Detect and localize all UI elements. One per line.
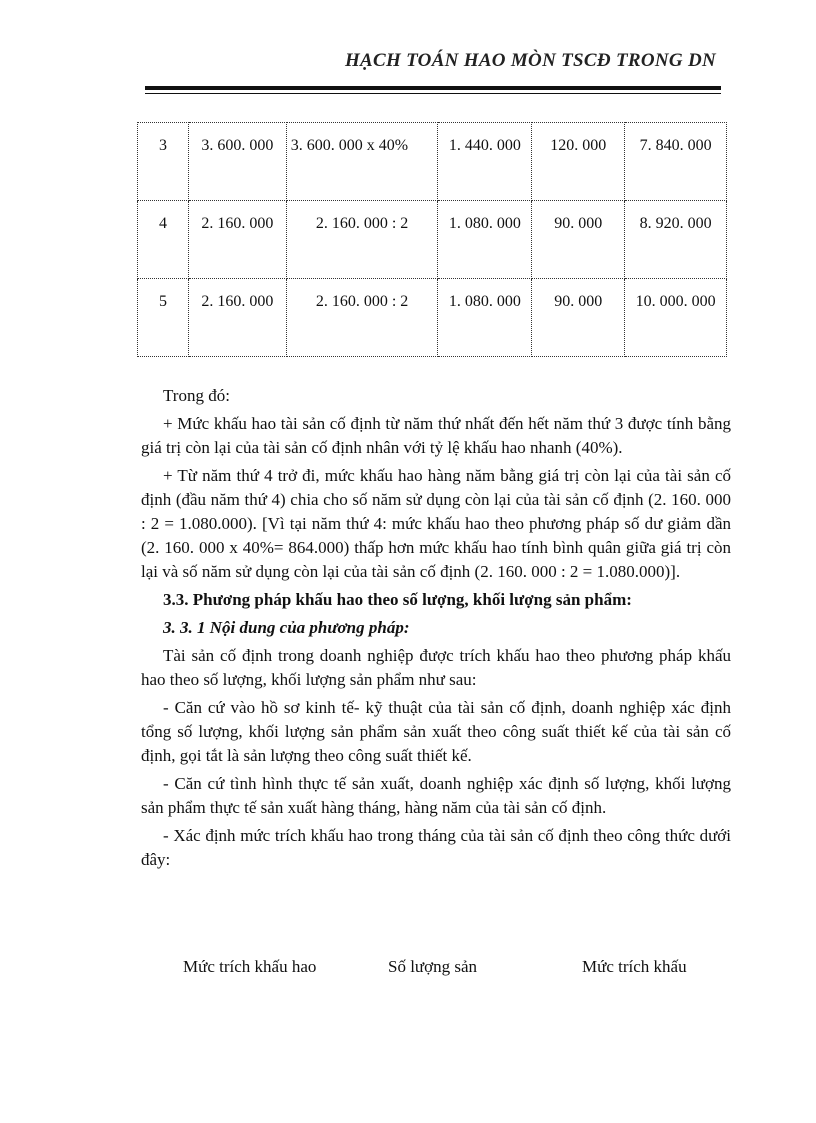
table-cell: 2. 160. 000 : 2: [286, 201, 438, 279]
table-cell: 120. 000: [532, 123, 625, 201]
table-row: [138, 123, 727, 201]
table-cell: 3. 600. 000 x 40%: [286, 123, 438, 201]
header-rule-thin: [145, 93, 721, 94]
table-cell: 90. 000: [532, 201, 625, 279]
table-cell: 2. 160. 000: [188, 201, 286, 279]
table-cell: 8. 920. 000: [625, 201, 727, 279]
formula-middle: Số lượng sản: [388, 957, 478, 976]
table-cell: 3. 600. 000: [188, 123, 286, 201]
header-rule-thick: [145, 86, 721, 90]
table-row: [138, 279, 727, 357]
table-cell: 1. 080. 000: [438, 201, 532, 279]
paragraph-intro: Trong đó:: [163, 386, 230, 405]
depreciation-table: [137, 122, 727, 357]
table-cell-year: 3: [138, 123, 189, 201]
paragraph: - Căn cứ vào hồ sơ kinh tế- kỹ thuật của tài sản cố định, doanh nghiệp xác định tổng số lượng, khối lượng sản phẩm sản xuất theo công suất thiết kế của tài sản cố định, gọi tắt là sản lượng theo công suất thiết kế.: [141, 698, 731, 765]
table-cell: 1. 440. 000: [438, 123, 532, 201]
table-cell-year: 5: [138, 279, 189, 357]
table-cell-year: 4: [138, 201, 189, 279]
paragraph: - Căn cứ tình hình thực tế sản xuất, doanh nghiệp xác định số lượng, khối lượng sản phẩm thực tế sản xuất hàng tháng, hàng năm của tài sản cố định.: [141, 774, 731, 817]
section-heading: 3.3. Phương pháp khấu hao theo số lượng, khối lượng sản phẩm:: [163, 590, 632, 609]
table-cell: 90. 000: [532, 279, 625, 357]
table-cell: 10. 000. 000: [625, 279, 727, 357]
table-cell: 7. 840. 000: [625, 123, 727, 201]
table-row: [138, 201, 727, 279]
table-cell: 1. 080. 000: [438, 279, 532, 357]
subsection-heading: 3. 3. 1 Nội dung của phương pháp:: [163, 618, 410, 637]
paragraph: + Từ năm thứ 4 trở đi, mức khấu hao hàng năm bằng giá trị còn lại của tài sản cố định (đầu năm thứ 4) chia cho số năm sử dụng còn lại của tài sản cố định (2. 160. 000 : 2 = 1.080.000). [Vì tại năm thứ 4: mức khấu hao theo phương pháp số dư giảm dần (2. 160. 000 x 40%= 864.000) thấp hơn mức khấu hao tính bình quân giữa giá trị còn lại và số năm sử dụng còn lại của tài sản cố định (2. 160. 000 : 2 = 1.080.000)].: [141, 466, 731, 581]
table-cell: 2. 160. 000: [188, 279, 286, 357]
formula-left: Mức trích khấu hao: [183, 957, 317, 976]
formula-right: Mức trích khấu: [582, 957, 687, 976]
body-text: [141, 384, 731, 876]
table-cell: 2. 160. 000 : 2: [286, 279, 438, 357]
page-header-title: HẠCH TOÁN HAO MÒN TSCĐ TRONG DN: [344, 50, 716, 71]
paragraph: - Xác định mức trích khấu hao trong tháng của tài sản cố định theo công thức dưới đây:: [141, 826, 731, 869]
paragraph: + Mức khấu hao tài sản cố định từ năm thứ nhất đến hết năm thứ 3 được tính bằng giá trị còn lại của tài sản cố định nhân với tỷ lệ khấu hao nhanh (40%).: [141, 414, 731, 457]
paragraph: Tài sản cố định trong doanh nghiệp được trích khấu hao theo phương pháp khấu hao theo số lượng, khối lượng sản phẩm như sau:: [141, 646, 731, 689]
